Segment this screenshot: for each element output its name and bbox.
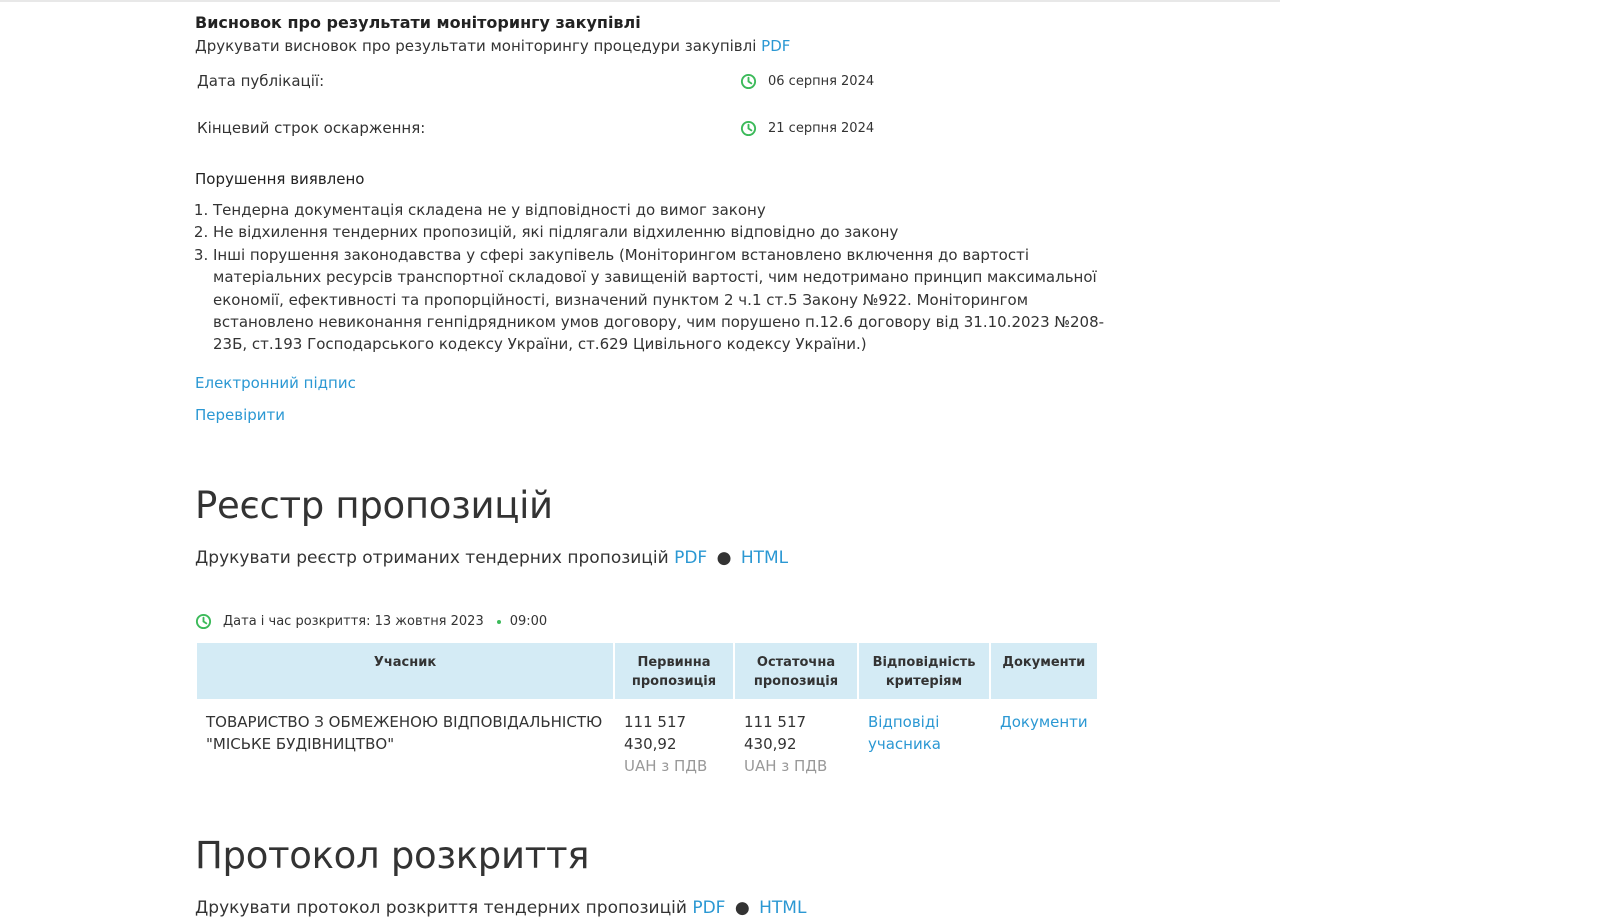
opening-date-label: Дата і час розкриття: 13 жовтня 2023 (223, 614, 484, 629)
column-header-participant: Учасник (197, 643, 613, 699)
appeal-deadline-label: Кінцевий строк оскарження: (197, 119, 426, 137)
appeal-deadline-value (740, 120, 874, 137)
publish-date: 06 серпня 2024 (768, 74, 875, 89)
monitoring-print-text: Друкувати висновок про результати моніторингу процедури закупівлі (195, 37, 757, 55)
protocol-print-line (195, 898, 806, 918)
opening-date (195, 613, 547, 630)
column-header-documents: Документи (991, 643, 1097, 699)
final-bid-amount: 111 517 430,92 (744, 713, 807, 753)
column-header-final: Остаточна пропозиція (735, 643, 857, 699)
protocol-print-html-link[interactable]: HTML (759, 898, 807, 918)
table-row (197, 701, 1097, 785)
registry-print-line (195, 548, 788, 568)
table-header-row (197, 643, 1097, 699)
participant-answers-link[interactable]: Відповіді учасника (868, 713, 941, 753)
protocol-print-text: Друкувати протокол розкриття тендерних пропозицій (195, 898, 687, 918)
protocol-print-pdf-link[interactable]: PDF (692, 898, 726, 918)
clock-icon (740, 120, 757, 137)
registry-print-pdf-link[interactable]: PDF (674, 548, 708, 568)
publish-date-label: Дата публікації: (197, 72, 325, 90)
electronic-signature-link[interactable]: Електронний підпис (195, 374, 356, 392)
separator-dot-icon (497, 620, 501, 624)
registry-print-text: Друкувати реєстр отриманих тендерних пропозицій (195, 548, 669, 568)
documents-cell (991, 701, 1097, 785)
violation-item: 2. Не відхилення тендерних пропозицій, які підлягали відхиленню відповідно до закону (213, 221, 1123, 243)
verify-signature-link[interactable]: Перевірити (195, 406, 286, 424)
protocol-title: Протокол розкриття (195, 834, 590, 877)
appeal-deadline-date: 21 серпня 2024 (768, 121, 875, 136)
final-bid-currency: UAH з ПДВ (744, 757, 828, 775)
initial-bid-currency: UAH з ПДВ (624, 757, 708, 775)
publish-date-value (740, 73, 874, 90)
final-bid (735, 701, 857, 785)
column-header-initial: Первинна пропозиція (615, 643, 733, 699)
violations-title: Порушення виявлено (195, 170, 365, 188)
monitoring-conclusion-title: Висновок про результати моніторингу закупівлі (195, 13, 641, 32)
compliance-cell (859, 701, 989, 785)
opening-time: 09:00 (509, 614, 548, 629)
documents-link[interactable]: Документи (1000, 713, 1088, 731)
registry-title: Реєстр пропозицій (195, 484, 553, 527)
violation-item: 1. Тендерна документація складена не у відповідності до вимог закону (213, 199, 1123, 221)
column-header-compliance: Відповідність критеріям (859, 643, 989, 699)
clock-icon (195, 613, 212, 630)
clock-icon (740, 73, 757, 90)
separator-dot: ● (734, 898, 750, 918)
participant-name: ТОВАРИСТВО З ОБМЕЖЕНОЮ ВІДПОВІДАЛЬНІСТЮ "МІСЬКЕ БУДІВНИЦТВО" (206, 713, 603, 753)
monitoring-print-pdf-link[interactable]: PDF (761, 37, 791, 55)
initial-bid-amount: 111 517 430,92 (624, 713, 687, 753)
monitoring-print-line (195, 37, 790, 55)
violations-list (195, 199, 1123, 356)
top-divider (0, 0, 1280, 2)
violation-item: 3. Інші порушення законодавства у сфері закупівель (Моніторингом встановлено включення до вартості матеріальних ресурсів транспортної складової у завищеній вартості, чим недотримано принцип максимальної економії, ефективності та пропорційності, визначений пунктом 2 ч.1 ст.5 Закону №922. Моніторингом встановлено невиконання генпідрядником умов договору, чим порушено п.12.6 договору від 31.10.2023 №208-23Б, ст.193 Господарського кодексу України, ст.629 Цивільного кодексу України.) (213, 244, 1123, 356)
bids-table (195, 641, 1099, 787)
registry-print-html-link[interactable]: HTML (740, 548, 789, 568)
separator-dot: ● (716, 548, 732, 568)
initial-bid (615, 701, 733, 785)
